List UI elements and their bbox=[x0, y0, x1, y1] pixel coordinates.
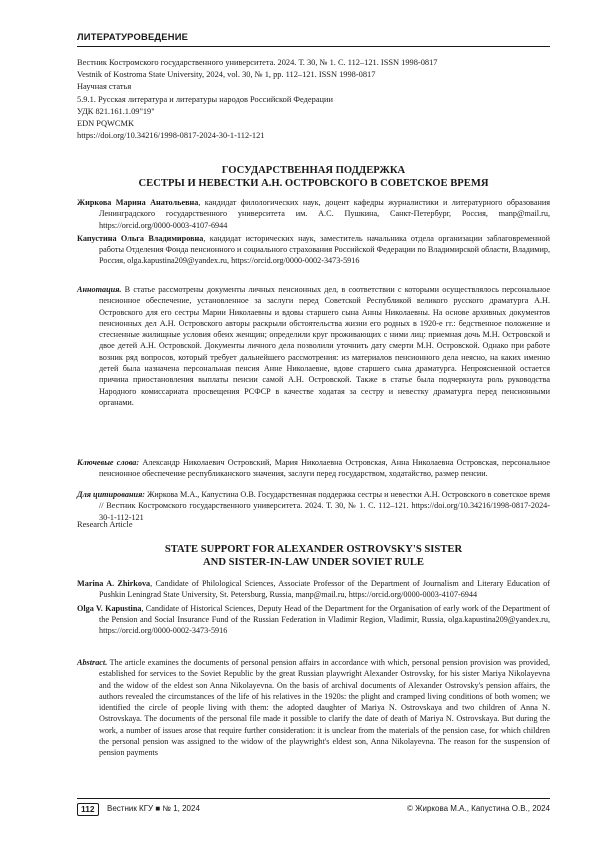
author-en-1 bbox=[77, 578, 550, 601]
copyright-notice: © Жиркова М.А., Капустина О.В., 2024 bbox=[406, 804, 550, 813]
citation-line-ru: Вестник Костромского государственного университета. 2024. Т. 30, № 1. С. 112–121. ISSN 1998-0817 bbox=[77, 58, 438, 67]
authors-ru bbox=[77, 197, 550, 267]
article-title-ru bbox=[77, 164, 550, 190]
authors-en bbox=[77, 578, 550, 636]
title-en-line-1: STATE SUPPORT FOR ALEXANDER OSTROVSKY'S SISTER bbox=[164, 544, 463, 555]
article-title-en bbox=[77, 543, 550, 569]
citation-text: Жиркова М.А., Капустина О.В. Государственная поддержка сестры и невестки А.Н. Островского в советское время // Вестник Костромского государственного университета. 2024. Т. 30, № 1. С. 112–121. https://doi.org/10.34216/1998-0817-2024-30-1-112-121 bbox=[99, 490, 551, 522]
udc-code: УДК 821.161.1.09"19" bbox=[77, 106, 155, 116]
keywords-ru bbox=[77, 457, 550, 480]
author-en-2 bbox=[77, 603, 550, 637]
author-name: Marina A. Zhirkova bbox=[77, 579, 151, 588]
author-name: Капустина Ольга Владимировна bbox=[77, 233, 204, 243]
journal-short-name: Вестник КГУ ■ № 1, 2024 bbox=[107, 804, 200, 813]
page-footer bbox=[77, 803, 550, 817]
title-en-line-2: AND SISTER-IN-LAW UNDER SOVIET RULE bbox=[203, 557, 424, 568]
author-details: , кандидат исторических наук, заместитель начальника отдела организации заблаговременной работы Отделения Фонда пенсионного и социального страхования Российской Федерации по Владимирской области, Владимир, Россия, olga.kapustina209@yandex.ru, https://orcid.org/0000-0002-3473-5916 bbox=[99, 233, 550, 266]
publication-metadata bbox=[77, 57, 550, 142]
doi-link[interactable]: https://doi.org/10.34216/1998-0817-2024-30-1-112-121 bbox=[77, 131, 265, 141]
article-type-en: Research Article bbox=[77, 520, 133, 529]
article-kind: Научная статья bbox=[77, 82, 132, 92]
title-ru-line-1: ГОСУДАРСТВЕННАЯ ПОДДЕРЖКА bbox=[221, 165, 406, 176]
abstract-label: Аннотация. bbox=[77, 285, 122, 294]
keywords-text: Александр Николаевич Островский, Мария Николаевна Островская, Анна Николаевна Островская, персональное пенсионное обеспечение республиканского значения, заслуги перед государством, ходатайство, размер пенсии. bbox=[99, 458, 550, 479]
section-header: ЛИТЕРАТУРОВЕДЕНИЕ bbox=[77, 31, 189, 42]
header-rule bbox=[77, 46, 550, 47]
footer-rule bbox=[77, 798, 550, 799]
citation-label: Для цитирования: bbox=[77, 490, 146, 499]
citation-line-en: Vestnik of Kostroma State University, 2024, vol. 30, № 1, pp. 112–121. ISSN 1998-0817 bbox=[77, 70, 376, 80]
abstract-ru bbox=[77, 284, 550, 408]
author-name: Olga V. Kapustina bbox=[77, 603, 142, 613]
author-details: , кандидат филологических наук, доцент кафедры журналистики и литературного образования Ленинградского государственного университета им. А.С. Пушкина, Санкт-Петербург, Россия, manp@mail.ru, https://orcid.org/0000-0003-4107-6944 bbox=[99, 198, 550, 230]
page-number: 112 bbox=[77, 803, 99, 816]
author-details: , Candidate of Philological Sciences, Associate Professor of the Department of Journalism and Literary Education of Pushkin Leningrad State University, St. Petersburg, Russia, manp@mail.ru, https://orcid.org/0000-0003-4107-6944 bbox=[99, 579, 550, 600]
abstract-text: В статье рассмотрены документы личных пенсионных дел, в соответствии с которыми осуществлялось персональное пенсионное обеспечение, установленное за заслуги перед Советской Республикой великого русского драматурга А.Н. Островского для его сестры Марии Николаевны и вдовы старшего сына Анны Николаевны. На основе архивных документов пенсионных дел А.Н. Островского авторы раскрыли обстоятельства жизни его родных в 1920-е гг.: бедственное положение и стесненные жилищные условия обеих женщин; определили круг проживающих с ними лиц: приемная дочь М.Н. Островской и двое детей А.Н. Островской. Документы личного дела позволили уточнить дату смерти М.Н. Островской. Однако при работе возник ряд вопросов, который требует дальнейшего рассмотрения: из материалов пенсионного дела неясно, на каких именно детей была назначена персональная пенсия Анне Николаевне, вдове старшего сына драматурга. Непроясненной остается причина приостановления выплаты пенсии самой А.Н. Островской. Также в статье была подчеркнута роль руководства Народного комиссариата просвещения РСФСР в качестве ходатая за сестру и невестку драматурга перед пенсионными органами. bbox=[99, 285, 550, 407]
author-ru-2 bbox=[77, 233, 550, 267]
title-ru-line-2: СЕСТРЫ И НЕВЕСТКИ А.Н. ОСТРОВСКОГО В СОВЕТСКОЕ ВРЕМЯ bbox=[138, 178, 489, 189]
edn-code: EDN PQWCMK bbox=[77, 119, 134, 129]
citation-ru bbox=[77, 489, 550, 523]
abstract-text: The article examines the documents of personal pension affairs in accordance with which, personal pension provision was provided, established for services to the Soviet Republic by the great Russian playwright Alexander Ostrovsky, for his sister Mariya Nikolayevna and the widow of the eldest son Anna Nikolayevna. On the basis of archival documents of Alexander Ostrovsky's pension affairs, the authors revealed the circumstances of the life of his relatives in the 1920s: the plight and cramped living conditions of both women; we identified the circle of people living with them: the adopted daughter of Mariya N. Ostrovskaya and two children of Anna N. Ostrovskaya. The documents of the personal file made it possible to clarify the date of death of Mariya N. Ostrovskaya. But during the work, a number of issues arose that require further consideration: it is unclear from the materials of the pension case, for which children the personal pension was assigned to the widow of the playwright's eldest son, Anna Nikolayevna. The reason for the suspension of pension payments bbox=[99, 658, 550, 758]
specialty-code: 5.9.1. Русская литература и литературы народов Российской Федерации bbox=[77, 94, 333, 104]
abstract-en bbox=[77, 657, 550, 759]
author-details: , Candidate of Historical Sciences, Deputy Head of the Department for the Organisation of early work of the Department of the Pension and Social Insurance Fund of the Russian Federation in Vladimir Region, Vladimir, Russia, olga.kapustina209@yandex.ru, https://orcid.org/0000-0002-3473-5916 bbox=[99, 603, 550, 636]
abstract-label: Abstract. bbox=[77, 658, 108, 667]
author-name: Жиркова Марина Анатольевна bbox=[77, 198, 199, 207]
author-ru-1 bbox=[77, 197, 550, 231]
keywords-label: Ключевые слова: bbox=[77, 458, 140, 467]
